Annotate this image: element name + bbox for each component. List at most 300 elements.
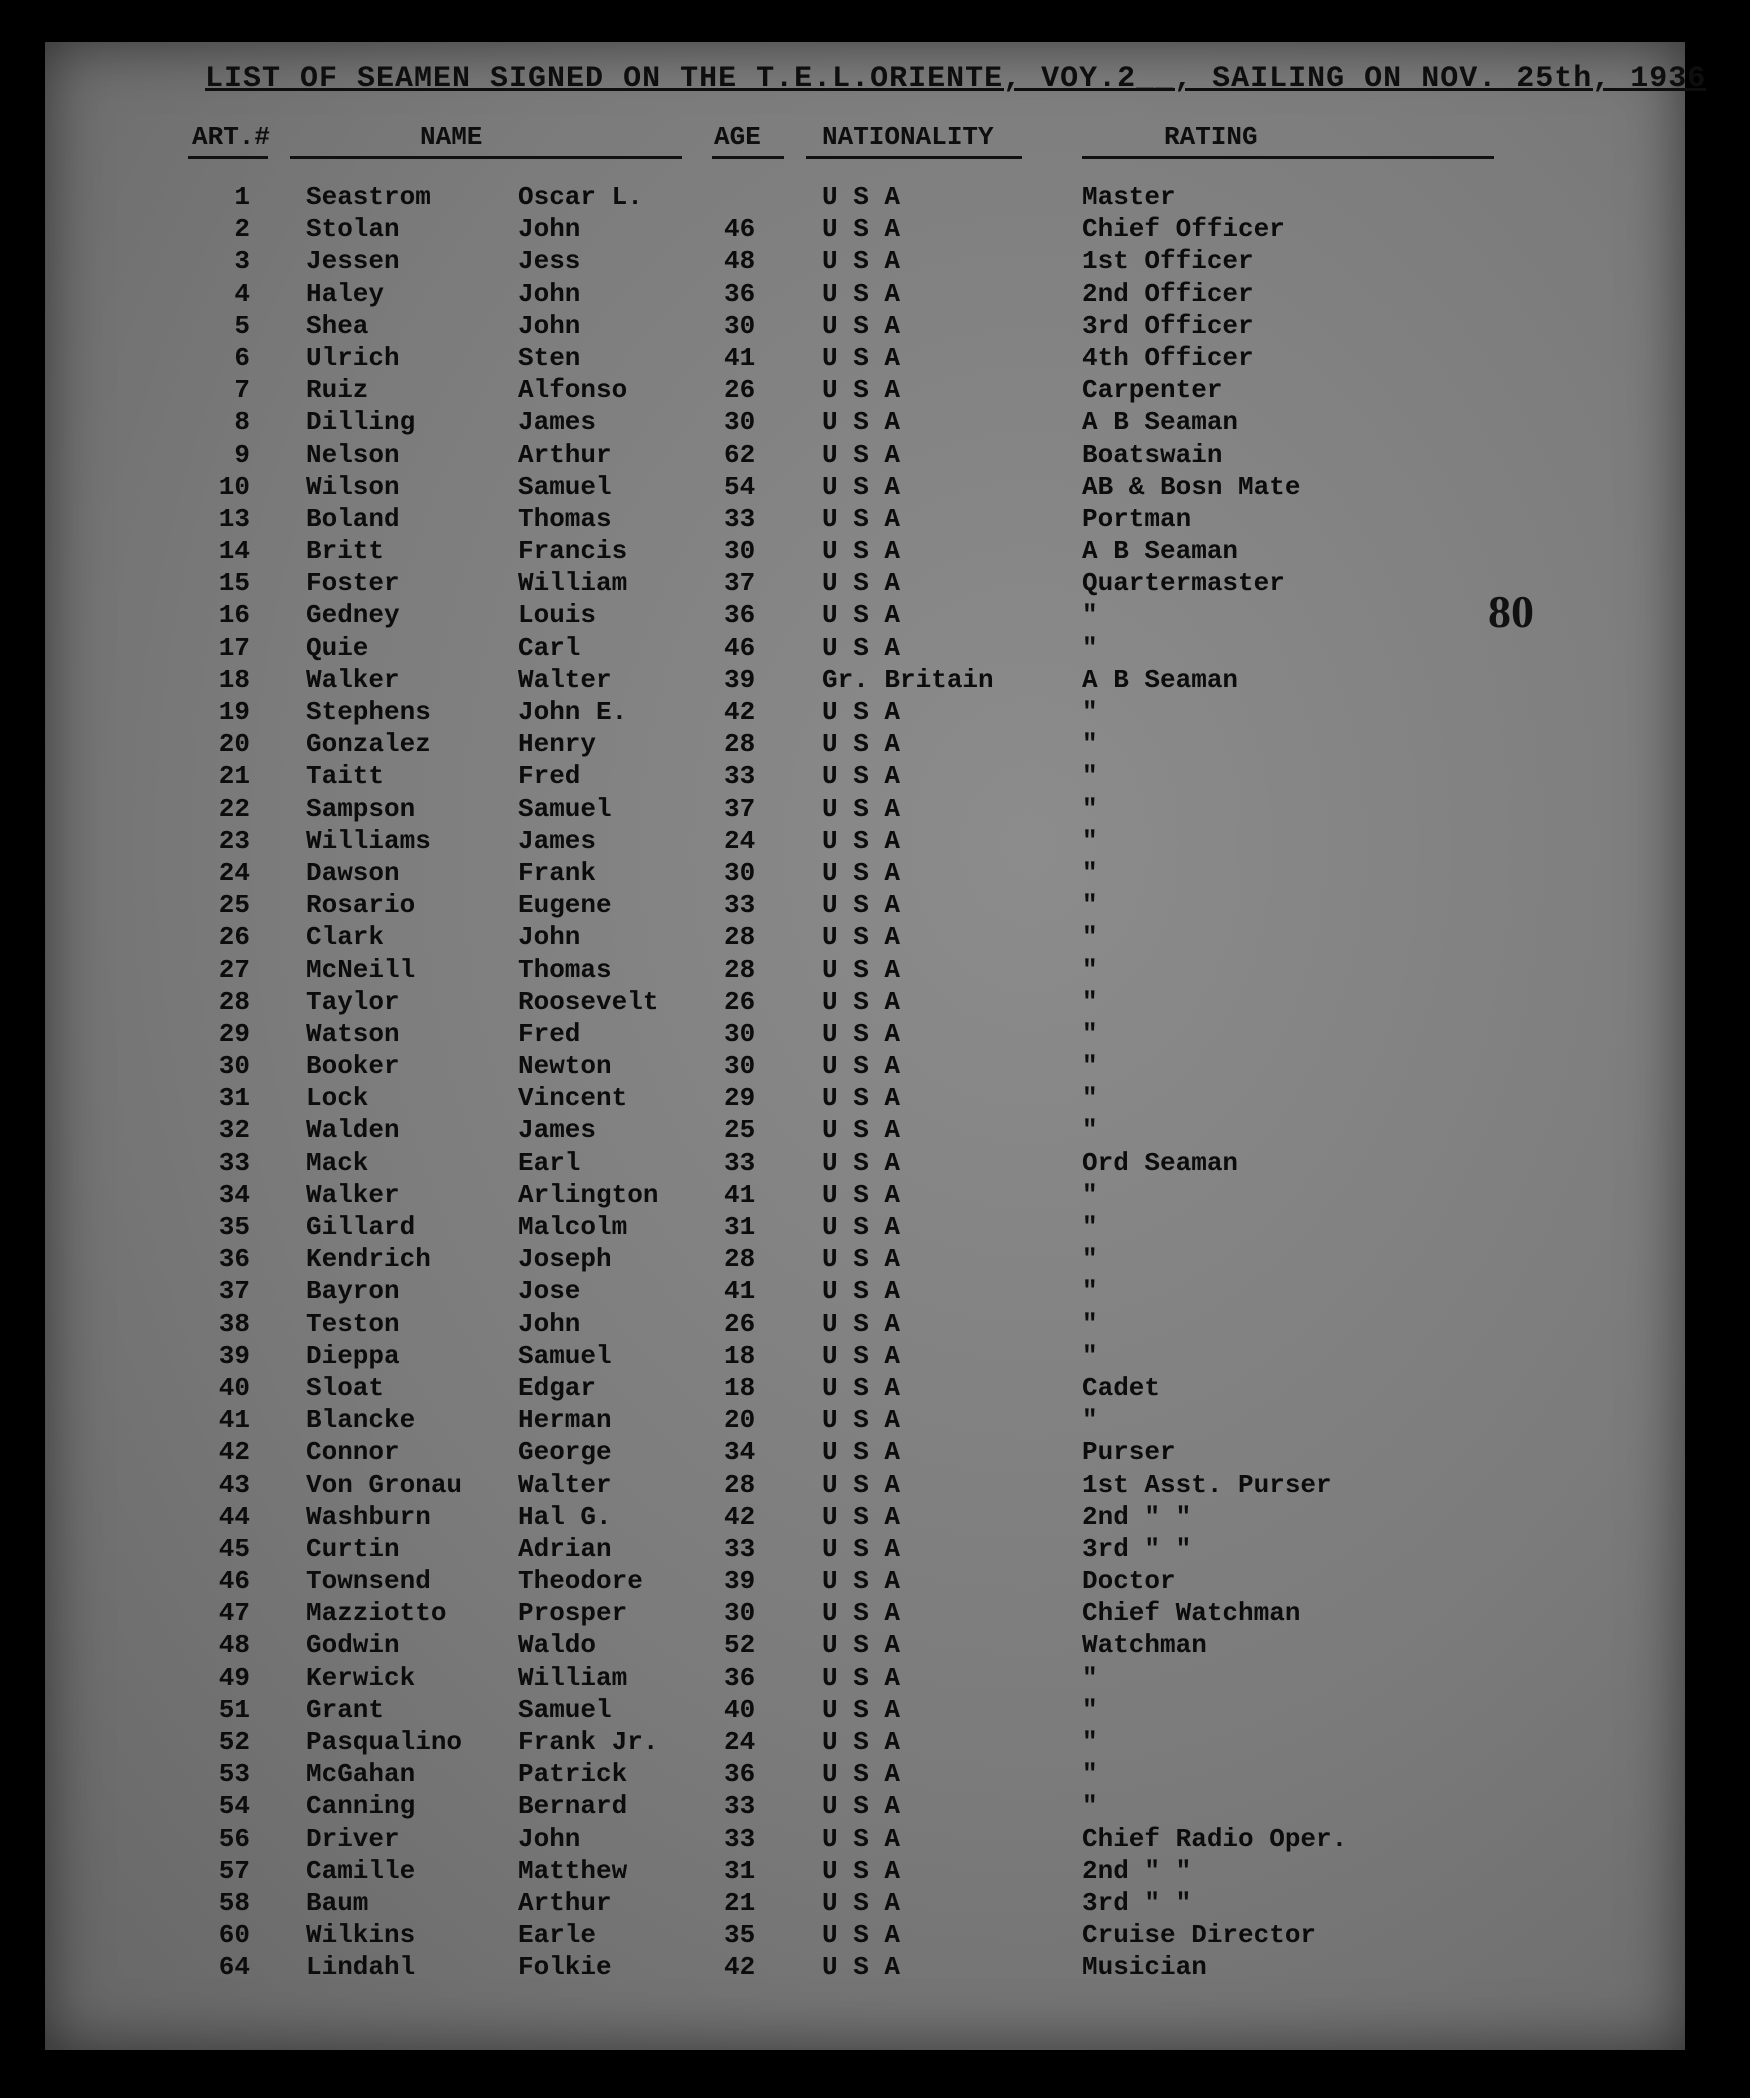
cell-given-name: Earl — [518, 1147, 581, 1178]
cell-art-number: 20 — [218, 729, 250, 760]
cell-nationality: U S A — [822, 278, 901, 309]
cell-surname: Driver — [306, 1823, 400, 1854]
crew-row — [0, 826, 1750, 858]
cell-age: 31 — [724, 1855, 756, 1886]
cell-age: 18 — [724, 1372, 756, 1403]
cell-rating: " — [1082, 954, 1098, 985]
cell-art-number: 2 — [234, 214, 250, 245]
cell-rating: 1st Asst. Purser — [1082, 1469, 1332, 1500]
cell-rating: 4th Officer — [1082, 342, 1254, 373]
cell-art-number: 45 — [218, 1533, 250, 1564]
cell-art-number: 57 — [218, 1855, 250, 1886]
cell-art-number: 42 — [218, 1437, 250, 1468]
cell-nationality: U S A — [822, 1887, 901, 1918]
cell-nationality: U S A — [822, 1147, 901, 1178]
document-title: LIST OF SEAMEN SIGNED ON THE T.E.L.ORIENTE, VOY.2__, SAILING ON NOV. 25th, 1936 — [205, 62, 1707, 96]
cell-surname: Wilkins — [306, 1920, 416, 1951]
crew-row — [0, 1630, 1750, 1662]
cell-age: 30 — [724, 536, 756, 567]
cell-given-name: Thomas — [518, 954, 612, 985]
cell-surname: Rosario — [306, 890, 416, 921]
cell-surname: Dilling — [306, 407, 416, 438]
crew-row — [0, 1244, 1750, 1276]
cell-rating: 3rd " " — [1082, 1887, 1192, 1918]
cell-given-name: Eugene — [518, 890, 612, 921]
cell-rating: " — [1082, 922, 1098, 953]
cell-art-number: 4 — [234, 278, 250, 309]
cell-surname: Bayron — [306, 1276, 400, 1307]
cell-age: 41 — [724, 1276, 756, 1307]
cell-nationality: U S A — [822, 1566, 901, 1597]
cell-age: 36 — [724, 1759, 756, 1790]
cell-given-name: Newton — [518, 1051, 612, 1082]
crew-row — [0, 1791, 1750, 1823]
cell-given-name: Roosevelt — [518, 986, 659, 1017]
crew-row — [0, 536, 1750, 568]
cell-given-name: Samuel — [518, 793, 612, 824]
cell-given-name: Edgar — [518, 1372, 597, 1403]
cell-age: 30 — [724, 1598, 756, 1629]
cell-rating: " — [1082, 1791, 1098, 1822]
crew-row — [0, 1373, 1750, 1405]
cell-given-name: Joseph — [518, 1244, 612, 1275]
cell-surname: Kendrich — [306, 1244, 431, 1275]
crew-row — [0, 1920, 1750, 1952]
crew-row — [0, 1824, 1750, 1856]
cell-nationality: U S A — [822, 1727, 901, 1757]
crew-row — [0, 1534, 1750, 1566]
crew-row — [0, 922, 1750, 954]
cell-age: 52 — [724, 1630, 756, 1661]
cell-nationality: U S A — [822, 1501, 901, 1532]
cell-age: 33 — [724, 1791, 756, 1822]
cell-rating: " — [1082, 1340, 1098, 1371]
cell-art-number: 21 — [218, 761, 250, 792]
cell-art-number: 14 — [218, 536, 250, 567]
cell-surname: Ruiz — [306, 375, 369, 406]
crew-row — [0, 1502, 1750, 1534]
crew-row — [0, 729, 1750, 761]
cell-given-name: Francis — [518, 536, 628, 567]
cell-given-name: John — [518, 1823, 581, 1854]
cell-nationality: U S A — [822, 439, 901, 470]
cell-given-name: George — [518, 1437, 612, 1468]
cell-age: 36 — [724, 600, 756, 631]
cell-rating: Chief Watchman — [1082, 1598, 1301, 1629]
cell-rating: 2nd " " — [1082, 1501, 1192, 1532]
cell-nationality: U S A — [822, 600, 901, 631]
cell-rating: " — [1082, 1727, 1098, 1757]
cell-nationality: U S A — [822, 568, 901, 599]
cell-age: 18 — [724, 1340, 756, 1371]
cell-rating: " — [1082, 697, 1098, 727]
cell-nationality: U S A — [822, 1437, 901, 1468]
cell-nationality: U S A — [822, 310, 901, 341]
cell-age: 30 — [724, 310, 756, 341]
cell-nationality: U S A — [822, 1920, 901, 1951]
cell-nationality: U S A — [822, 793, 901, 824]
cell-rating: Musician — [1082, 1952, 1207, 1983]
crew-row — [0, 440, 1750, 472]
cell-surname: Sampson — [306, 793, 416, 824]
cell-art-number: 28 — [218, 986, 250, 1017]
cell-age: 42 — [724, 1952, 756, 1983]
cell-given-name: Samuel — [518, 1340, 612, 1371]
cell-age: 42 — [724, 697, 756, 727]
cell-rating: Carpenter — [1082, 375, 1223, 406]
cell-rating: " — [1082, 986, 1098, 1017]
cell-surname: Von Gronau — [306, 1469, 463, 1500]
cell-art-number: 8 — [234, 407, 250, 438]
cell-rating: Cadet — [1082, 1372, 1161, 1403]
cell-surname: Godwin — [306, 1630, 400, 1661]
cell-given-name: James — [518, 1115, 597, 1146]
cell-art-number: 58 — [218, 1887, 250, 1918]
cell-surname: Curtin — [306, 1533, 400, 1564]
cell-given-name: Walter — [518, 664, 612, 695]
cell-age: 33 — [724, 503, 756, 534]
cell-art-number: 10 — [218, 471, 250, 502]
cell-given-name: John — [518, 1308, 581, 1339]
cell-nationality: U S A — [822, 1598, 901, 1629]
cell-age: 34 — [724, 1437, 756, 1468]
cell-rating: " — [1082, 1083, 1098, 1114]
crew-row — [0, 504, 1750, 536]
cell-nationality: U S A — [822, 1469, 901, 1500]
header-rating: RATING — [1164, 122, 1258, 152]
cell-age: 33 — [724, 1823, 756, 1854]
cell-rating: " — [1082, 1115, 1098, 1146]
cell-surname: Walker — [306, 664, 400, 695]
crew-row — [0, 858, 1750, 890]
cell-age: 26 — [724, 1308, 756, 1339]
cell-given-name: Jess — [518, 246, 581, 277]
cell-surname: Camille — [306, 1855, 416, 1886]
cell-nationality: U S A — [822, 1405, 901, 1436]
cell-art-number: 22 — [218, 793, 250, 824]
cell-age: 28 — [724, 922, 756, 953]
cell-art-number: 9 — [234, 439, 250, 470]
cell-given-name: Louis — [518, 600, 597, 631]
cell-surname: Foster — [306, 568, 400, 599]
cell-art-number: 53 — [218, 1759, 250, 1790]
cell-nationality: U S A — [822, 1244, 901, 1275]
cell-art-number: 23 — [218, 825, 250, 856]
crew-row — [0, 1952, 1750, 1984]
crew-row — [0, 246, 1750, 278]
cell-art-number: 64 — [218, 1952, 250, 1983]
cell-rating: A B Seaman — [1082, 664, 1239, 695]
cell-age: 54 — [724, 471, 756, 502]
cell-surname: Haley — [306, 278, 385, 309]
cell-nationality: U S A — [822, 729, 901, 760]
cell-given-name: Frank Jr. — [518, 1727, 659, 1757]
cell-age: 62 — [724, 439, 756, 470]
cell-age: 36 — [724, 1662, 756, 1693]
header-nationality: NATIONALITY — [822, 122, 994, 152]
cell-given-name: Adrian — [518, 1533, 612, 1564]
cell-surname: Taitt — [306, 761, 385, 792]
cell-nationality: U S A — [822, 1855, 901, 1886]
cell-art-number: 32 — [218, 1115, 250, 1146]
cell-surname: Dieppa — [306, 1340, 400, 1371]
cell-surname: Nelson — [306, 439, 400, 470]
cell-nationality: U S A — [822, 503, 901, 534]
cell-nationality: U S A — [822, 1308, 901, 1339]
cell-nationality: U S A — [822, 1952, 901, 1983]
crew-row — [0, 1566, 1750, 1598]
cell-given-name: Oscar L. — [518, 182, 643, 212]
cell-art-number: 26 — [218, 922, 250, 953]
cell-given-name: Vincent — [518, 1083, 628, 1114]
cell-art-number: 38 — [218, 1308, 250, 1339]
crew-row — [0, 1598, 1750, 1630]
crew-row — [0, 279, 1750, 311]
cell-art-number: 37 — [218, 1276, 250, 1307]
header-age: AGE — [714, 122, 761, 152]
cell-surname: Stephens — [306, 697, 431, 727]
cell-art-number: 46 — [218, 1566, 250, 1597]
cell-age: 48 — [724, 246, 756, 277]
cell-age: 33 — [724, 761, 756, 792]
cell-art-number: 43 — [218, 1469, 250, 1500]
cell-nationality: U S A — [822, 1791, 901, 1822]
cell-given-name: Carl — [518, 632, 581, 663]
cell-rating: AB & Bosn Mate — [1082, 471, 1301, 502]
cell-nationality: U S A — [822, 1179, 901, 1210]
cell-art-number: 13 — [218, 503, 250, 534]
cell-nationality: U S A — [822, 375, 901, 406]
header-underline-age — [712, 156, 784, 159]
cell-surname: Ulrich — [306, 342, 400, 373]
cell-age: 20 — [724, 1405, 756, 1436]
crew-row — [0, 1856, 1750, 1888]
cell-surname: Grant — [306, 1694, 385, 1725]
cell-art-number: 7 — [234, 375, 250, 406]
cell-given-name: Bernard — [518, 1791, 628, 1822]
cell-art-number: 15 — [218, 568, 250, 599]
cell-age: 31 — [724, 1212, 756, 1242]
cell-nationality: U S A — [822, 342, 901, 373]
crew-row — [0, 761, 1750, 793]
cell-art-number: 52 — [218, 1727, 250, 1757]
cell-nationality: Gr. Britain — [822, 664, 994, 695]
crew-row — [0, 665, 1750, 697]
cell-art-number: 39 — [218, 1340, 250, 1371]
cell-rating: " — [1082, 1018, 1098, 1049]
cell-nationality: U S A — [822, 1083, 901, 1114]
cell-age: 41 — [724, 342, 756, 373]
cell-art-number: 3 — [234, 246, 250, 277]
header-underline-rating — [1082, 156, 1494, 159]
cell-age: 26 — [724, 986, 756, 1017]
cell-surname: Booker — [306, 1051, 400, 1082]
cell-age: 36 — [724, 278, 756, 309]
cell-surname: Gonzalez — [306, 729, 431, 760]
cell-nationality: U S A — [822, 471, 901, 502]
cell-rating: " — [1082, 1405, 1098, 1436]
cell-surname: Kerwick — [306, 1662, 416, 1693]
cell-surname: Boland — [306, 503, 400, 534]
crew-row — [0, 568, 1750, 600]
crew-row — [0, 1180, 1750, 1212]
cell-rating: 1st Officer — [1082, 246, 1254, 277]
cell-nationality: U S A — [822, 857, 901, 888]
cell-nationality: U S A — [822, 1115, 901, 1146]
cell-given-name: James — [518, 407, 597, 438]
cell-art-number: 35 — [218, 1212, 250, 1242]
header-art-number: ART.# — [192, 122, 271, 152]
crew-row — [0, 1148, 1750, 1180]
cell-rating: 2nd Officer — [1082, 278, 1254, 309]
cell-art-number: 29 — [218, 1018, 250, 1049]
cell-given-name: Walter — [518, 1469, 612, 1500]
cell-age: 30 — [724, 857, 756, 888]
cell-given-name: William — [518, 568, 628, 599]
cell-rating: Ord Seaman — [1082, 1147, 1239, 1178]
cell-age: 29 — [724, 1083, 756, 1114]
cell-art-number: 24 — [218, 857, 250, 888]
cell-age: 30 — [724, 1051, 756, 1082]
cell-rating: " — [1082, 1694, 1098, 1725]
cell-nationality: U S A — [822, 697, 901, 727]
cell-rating: A B Seaman — [1082, 536, 1239, 567]
crew-row — [0, 1019, 1750, 1051]
cell-surname: Dawson — [306, 857, 400, 888]
cell-age: 28 — [724, 954, 756, 985]
cell-art-number: 6 — [234, 342, 250, 373]
cell-rating: Master — [1082, 182, 1176, 212]
cell-nationality: U S A — [822, 1759, 901, 1790]
cell-rating: " — [1082, 1051, 1098, 1082]
cell-age: 30 — [724, 1018, 756, 1049]
cell-age: 46 — [724, 632, 756, 663]
cell-age: 40 — [724, 1694, 756, 1725]
cell-nationality: U S A — [822, 1276, 901, 1307]
cell-rating: " — [1082, 793, 1098, 824]
cell-age: 41 — [724, 1179, 756, 1210]
cell-surname: Seastrom — [306, 182, 431, 212]
cell-nationality: U S A — [822, 246, 901, 277]
crew-row — [0, 1727, 1750, 1759]
cell-nationality: U S A — [822, 954, 901, 985]
cell-surname: Stolan — [306, 214, 400, 245]
cell-rating: " — [1082, 1662, 1098, 1693]
cell-age: 26 — [724, 375, 756, 406]
cell-given-name: Arlington — [518, 1179, 659, 1210]
cell-surname: Gillard — [306, 1212, 416, 1242]
crew-row — [0, 1051, 1750, 1083]
cell-surname: Walker — [306, 1179, 400, 1210]
cell-age: 42 — [724, 1501, 756, 1532]
cell-surname: Pasqualino — [306, 1727, 463, 1757]
crew-row — [0, 633, 1750, 665]
cell-rating: Doctor — [1082, 1566, 1176, 1597]
crew-row — [0, 697, 1750, 729]
cell-nationality: U S A — [822, 182, 901, 212]
cell-given-name: John — [518, 278, 581, 309]
cell-age: 21 — [724, 1887, 756, 1918]
cell-nationality: U S A — [822, 922, 901, 953]
cell-given-name: Folkie — [518, 1952, 612, 1983]
cell-rating: Quartermaster — [1082, 568, 1285, 599]
cell-art-number: 60 — [218, 1920, 250, 1951]
cell-surname: Williams — [306, 825, 431, 856]
cell-surname: Jessen — [306, 246, 400, 277]
cell-nationality: U S A — [822, 1340, 901, 1371]
cell-given-name: Fred — [518, 761, 581, 792]
cell-given-name: John — [518, 922, 581, 953]
cell-rating: " — [1082, 1244, 1098, 1275]
cell-nationality: U S A — [822, 536, 901, 567]
cell-given-name: William — [518, 1662, 628, 1693]
cell-age: 25 — [724, 1115, 756, 1146]
cell-given-name: Jose — [518, 1276, 581, 1307]
cell-art-number: 19 — [218, 697, 250, 727]
cell-rating: 3rd Officer — [1082, 310, 1254, 341]
crew-row — [0, 955, 1750, 987]
cell-surname: Lock — [306, 1083, 369, 1114]
header-underline-nationality — [806, 156, 1022, 159]
crew-row — [0, 1759, 1750, 1791]
cell-rating: 2nd " " — [1082, 1855, 1192, 1886]
cell-rating: " — [1082, 600, 1098, 631]
cell-age: 35 — [724, 1920, 756, 1951]
cell-age: 33 — [724, 1533, 756, 1564]
cell-age: 39 — [724, 1566, 756, 1597]
cell-nationality: U S A — [822, 1212, 901, 1242]
cell-rating: Purser — [1082, 1437, 1176, 1468]
cell-given-name: Theodore — [518, 1566, 643, 1597]
cell-rating: 3rd " " — [1082, 1533, 1192, 1564]
cell-age: 33 — [724, 890, 756, 921]
cell-given-name: Thomas — [518, 503, 612, 534]
cell-art-number: 40 — [218, 1372, 250, 1403]
cell-art-number: 1 — [234, 182, 250, 212]
crew-row — [0, 1405, 1750, 1437]
cell-given-name: Earle — [518, 1920, 597, 1951]
cell-art-number: 31 — [218, 1083, 250, 1114]
cell-art-number: 17 — [218, 632, 250, 663]
cell-surname: Townsend — [306, 1566, 431, 1597]
cell-art-number: 48 — [218, 1630, 250, 1661]
cell-nationality: U S A — [822, 1694, 901, 1725]
cell-nationality: U S A — [822, 1630, 901, 1661]
cell-given-name: Waldo — [518, 1630, 597, 1661]
crew-row — [0, 1695, 1750, 1727]
crew-row — [0, 1115, 1750, 1147]
cell-art-number: 27 — [218, 954, 250, 985]
cell-rating: Chief Radio Oper. — [1082, 1823, 1348, 1854]
cell-given-name: Matthew — [518, 1855, 628, 1886]
crew-row — [0, 1276, 1750, 1308]
cell-age: 30 — [724, 407, 756, 438]
cell-age: 24 — [724, 825, 756, 856]
cell-nationality: U S A — [822, 214, 901, 245]
cell-age: 33 — [724, 1147, 756, 1178]
cell-surname: Quie — [306, 632, 369, 663]
cell-age: 37 — [724, 793, 756, 824]
cell-surname: Walden — [306, 1115, 400, 1146]
cell-given-name: Patrick — [518, 1759, 628, 1790]
crew-row — [0, 600, 1750, 632]
crew-row — [0, 343, 1750, 375]
cell-art-number: 41 — [218, 1405, 250, 1436]
cell-nationality: U S A — [822, 407, 901, 438]
cell-rating: " — [1082, 1212, 1098, 1242]
cell-age: 39 — [724, 664, 756, 695]
crew-row — [0, 214, 1750, 246]
